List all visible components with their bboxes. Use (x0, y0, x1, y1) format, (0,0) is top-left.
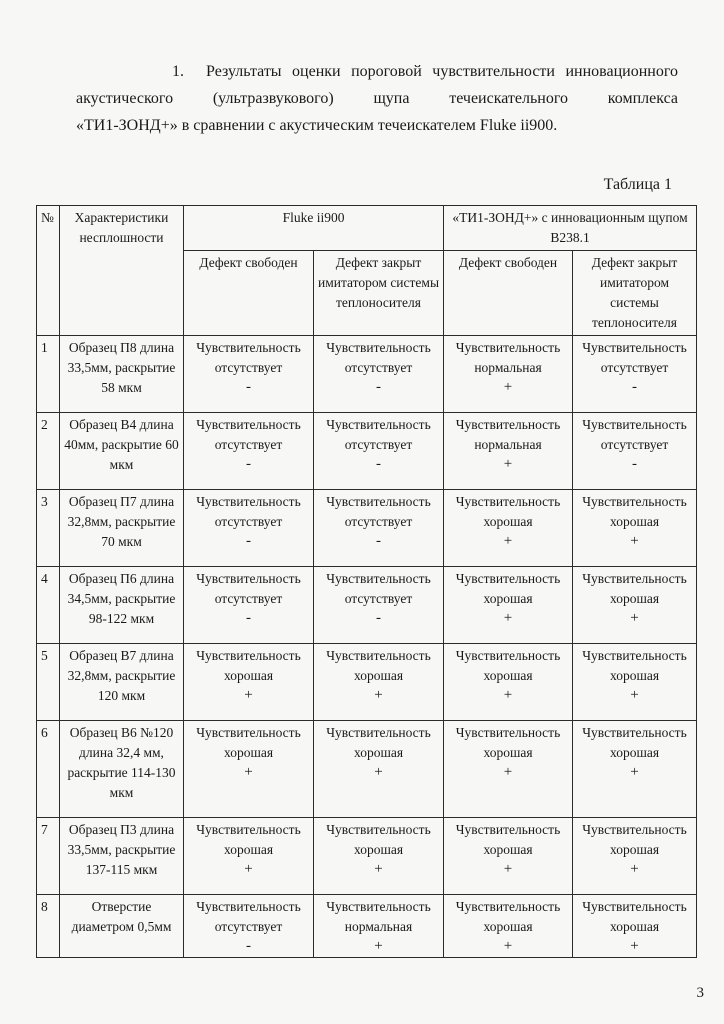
result-cell (184, 490, 314, 567)
result-cell (444, 567, 573, 644)
section-heading (76, 58, 678, 139)
result-text: Чувствительность хорошая (455, 899, 561, 934)
row-number: 7 (37, 818, 60, 895)
result-cell (184, 567, 314, 644)
result-mark: + (503, 764, 513, 780)
result-text: Чувствительность нормальная (455, 417, 561, 452)
result-cell (573, 413, 697, 490)
result-text: Чувствительность отсутствует (326, 494, 431, 529)
result-cell (573, 336, 697, 413)
table-row (37, 721, 697, 818)
result-mark: + (503, 456, 513, 472)
result-mark: - (632, 456, 638, 472)
result-mark: + (374, 861, 383, 877)
result-text: Чувствительность хорошая (582, 899, 687, 934)
result-text: Чувствительность хорошая (326, 648, 431, 683)
result-mark: + (503, 687, 513, 703)
result-text: Чувствительность хорошая (455, 822, 561, 857)
result-text: Чувствительность нормальная (455, 340, 561, 375)
result-text: Чувствительность хорошая (582, 494, 687, 529)
table-row (37, 413, 697, 490)
result-cell (314, 336, 444, 413)
result-cell (184, 644, 314, 721)
header-ti1: «ТИ1-ЗОНД+» с инновационным щупом В238.1 (444, 206, 697, 251)
result-text: Чувствительность отсутствует (196, 340, 301, 375)
result-mark: + (630, 764, 639, 780)
heading-line-2: акустического (ультразвукового) щупа течеискательного комплекса (76, 90, 678, 107)
heading-line-3: «ТИ1-ЗОНД+» в сравнении с акустическим течеискателем Fluke ii900. (76, 117, 558, 134)
row-description: Образец П3 длина 33,5мм, раскрытие 137-115 мкм (60, 818, 184, 895)
table-header-row-1 (37, 206, 697, 251)
row-description: Образец В4 длина 40мм, раскрытие 60 мкм (60, 413, 184, 490)
result-cell (314, 413, 444, 490)
table-body (37, 336, 697, 958)
result-text: Чувствительность отсутствует (582, 340, 687, 375)
page-number: 3 (696, 985, 704, 1001)
result-mark: + (630, 687, 639, 703)
heading-line-1 (76, 58, 678, 85)
result-cell (573, 490, 697, 567)
row-description: Отверстие диаметром 0,5мм (60, 895, 184, 958)
table-row (37, 490, 697, 567)
result-cell (573, 567, 697, 644)
header-num: № (37, 206, 60, 336)
result-cell (314, 818, 444, 895)
heading-line-1-text: Результаты оценки пороговой чувствительности инновационного (206, 63, 678, 80)
heading-number: 1. (172, 63, 184, 80)
result-text: Чувствительность отсутствует (582, 417, 687, 452)
row-description: Образец П8 длина 33,5мм, раскрытие 58 мкм (60, 336, 184, 413)
result-cell (444, 818, 573, 895)
table-caption: Таблица 1 (603, 176, 672, 193)
result-cell (444, 644, 573, 721)
result-mark: + (630, 861, 639, 877)
result-text: Чувствительность хорошая (582, 725, 687, 760)
result-cell (314, 490, 444, 567)
result-text: Чувствительность нормальная (326, 899, 431, 934)
result-cell (573, 644, 697, 721)
result-text: Чувствительность хорошая (326, 725, 431, 760)
result-mark: - (376, 533, 381, 549)
result-mark: + (503, 379, 513, 395)
result-mark: + (374, 938, 383, 954)
result-cell (184, 721, 314, 818)
row-number: 2 (37, 413, 60, 490)
result-text: Чувствительность хорошая (582, 571, 687, 606)
header-fluke-defect-free: Дефект свободен (184, 251, 314, 336)
row-description: Образец В7 длина 32,8мм, раскрытие 120 мкм (60, 644, 184, 721)
result-text: Чувствительность отсутствует (196, 571, 301, 606)
header-ti1-defect-closed: Дефект закрыт имитатором системы теплоносителя (573, 251, 697, 336)
result-text: Чувствительность хорошая (582, 648, 687, 683)
result-mark: + (630, 610, 639, 626)
result-mark: - (246, 456, 251, 472)
result-text: Чувствительность хорошая (196, 648, 301, 683)
result-text: Чувствительность отсутствует (196, 494, 301, 529)
header-fluke: Fluke ii900 (184, 206, 444, 251)
table-row (37, 818, 697, 895)
table-row (37, 644, 697, 721)
result-text: Чувствительность хорошая (455, 648, 561, 683)
row-number: 3 (37, 490, 60, 567)
result-cell (314, 895, 444, 958)
result-mark: + (374, 687, 383, 703)
result-text: Чувствительность хорошая (196, 822, 301, 857)
result-mark: + (630, 533, 639, 549)
header-ti1-defect-free: Дефект свободен (444, 251, 573, 336)
result-cell (184, 413, 314, 490)
result-mark: - (632, 379, 638, 395)
result-cell (314, 644, 444, 721)
table-row (37, 567, 697, 644)
header-fluke-defect-closed: Дефект закрыт имитатором системы теплоносителя (314, 251, 444, 336)
row-number: 5 (37, 644, 60, 721)
result-mark: - (246, 610, 251, 626)
result-mark: - (376, 610, 381, 626)
result-mark: + (630, 938, 639, 954)
result-cell (444, 413, 573, 490)
result-text: Чувствительность хорошая (582, 822, 687, 857)
result-text: Чувствительность хорошая (196, 725, 301, 760)
row-description: Образец П6 длина 34,5мм, раскрытие 98-122 мкм (60, 567, 184, 644)
table-row (37, 895, 697, 958)
result-cell (573, 721, 697, 818)
row-number: 1 (37, 336, 60, 413)
result-mark: + (374, 764, 383, 780)
result-cell (184, 336, 314, 413)
result-mark: + (244, 764, 253, 780)
row-number: 4 (37, 567, 60, 644)
result-mark: + (503, 938, 513, 954)
result-mark: - (376, 379, 381, 395)
result-text: Чувствительность отсутствует (326, 417, 431, 452)
result-cell (444, 895, 573, 958)
table-row (37, 336, 697, 413)
result-cell (314, 721, 444, 818)
result-cell (444, 336, 573, 413)
result-mark: - (246, 533, 251, 549)
result-mark: - (246, 938, 251, 954)
row-description: Образец В6 №120 длина 32,4 мм, раскрытие 114-130 мкм (60, 721, 184, 818)
row-number: 6 (37, 721, 60, 818)
result-cell (573, 818, 697, 895)
result-mark: - (246, 379, 251, 395)
result-mark: + (244, 687, 253, 703)
row-number: 8 (37, 895, 60, 958)
result-cell (314, 567, 444, 644)
result-mark: + (503, 610, 513, 626)
result-text: Чувствительность хорошая (326, 822, 431, 857)
result-text: Чувствительность хорошая (455, 571, 561, 606)
result-cell (444, 721, 573, 818)
result-mark: + (503, 861, 513, 877)
result-cell (444, 490, 573, 567)
result-cell (573, 895, 697, 958)
result-text: Чувствительность хорошая (455, 725, 561, 760)
result-mark: + (244, 861, 253, 877)
result-text: Чувствительность отсутствует (196, 899, 301, 934)
result-cell (184, 895, 314, 958)
result-mark: - (376, 456, 381, 472)
result-text: Чувствительность хорошая (455, 494, 561, 529)
header-characteristics: Характеристики несплошности (60, 206, 184, 336)
result-mark: + (503, 533, 513, 549)
results-table (36, 205, 697, 958)
result-text: Чувствительность отсутствует (326, 340, 431, 375)
result-text: Чувствительность отсутствует (326, 571, 431, 606)
result-text: Чувствительность отсутствует (196, 417, 301, 452)
result-cell (184, 818, 314, 895)
row-description: Образец П7 длина 32,8мм, раскрытие 70 мкм (60, 490, 184, 567)
